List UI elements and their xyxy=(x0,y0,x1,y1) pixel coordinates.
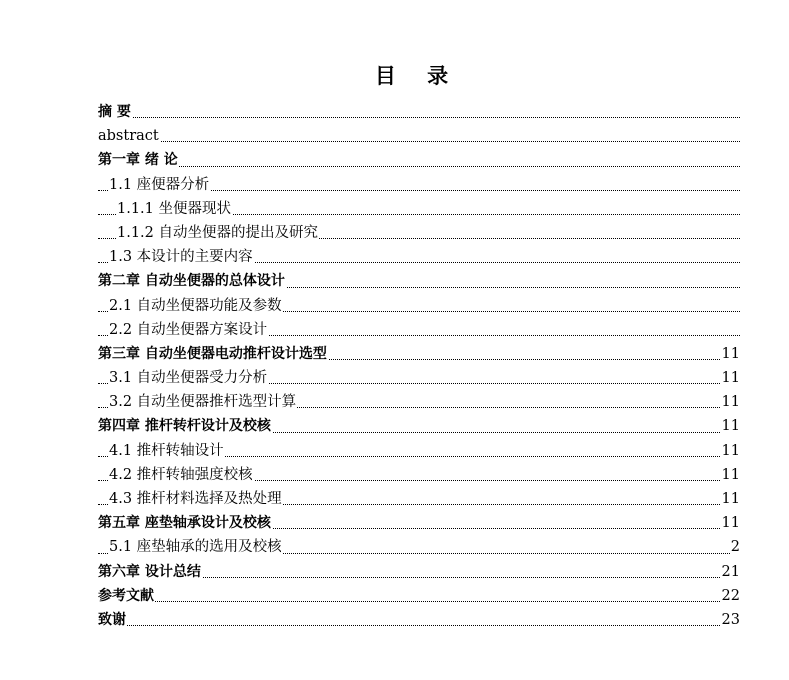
toc-entry-section-1-1[interactable] xyxy=(98,173,740,197)
toc-entry-page: 11 xyxy=(721,342,740,366)
toc-entry-section-4-2[interactable] xyxy=(98,463,740,487)
dot-leader xyxy=(98,141,740,142)
toc-entry-chapter-4[interactable] xyxy=(98,414,740,438)
toc-entry-label: abstract xyxy=(98,128,159,145)
toc-entry-page: 22 xyxy=(721,584,740,608)
toc-entry-section-1-3[interactable] xyxy=(98,245,740,269)
toc-entry-references[interactable] xyxy=(98,584,740,608)
toc-entry-label: 第三章 自动坐便器电动推杆设计选型 xyxy=(98,345,327,362)
toc-entry-label: 3.2 自动坐便器推杆选型计算 xyxy=(109,394,297,411)
toc-entry-chapter-2[interactable] xyxy=(98,269,740,293)
toc-entry-page: 11 xyxy=(721,439,740,463)
toc-entry-section-1-1-1[interactable] xyxy=(98,197,740,221)
toc-entry-label: 4.3 推杆材料选择及热处理 xyxy=(109,491,282,507)
toc-entry-label: 1.1 座便器分析 xyxy=(109,176,210,193)
toc-entry-section-2-2[interactable] xyxy=(98,318,740,342)
toc-entry-abstract-en[interactable] xyxy=(98,124,740,148)
toc-entry-section-1-1-2[interactable] xyxy=(98,221,740,245)
toc-entry-label: 致谢 xyxy=(98,611,126,628)
toc-entry-chapter-3[interactable] xyxy=(98,342,740,366)
toc-entry-chapter-5[interactable] xyxy=(98,511,740,535)
toc-entry-label: 1.3 本设计的主要内容 xyxy=(109,249,253,266)
toc-entry-label: 4.2 推杆转轴强度校核 xyxy=(109,466,253,483)
toc-entry-chapter-1[interactable] xyxy=(98,148,740,172)
toc-entry-section-4-1[interactable] xyxy=(98,439,740,463)
dot-leader xyxy=(98,117,740,118)
toc-entry-label: 摘 要 xyxy=(98,104,131,120)
toc-entry-page: 11 xyxy=(721,366,740,390)
toc-entry-label: 第五章 座垫轴承设计及校核 xyxy=(98,515,271,532)
dot-leader xyxy=(98,601,740,602)
toc-title: 目 录 xyxy=(374,64,461,88)
toc-entry-label: 4.1 推杆转轴设计 xyxy=(109,442,224,459)
toc-entry-abstract-cn[interactable] xyxy=(98,100,740,124)
toc-entry-acknowledgements[interactable] xyxy=(98,608,740,632)
toc-entry-section-5-1[interactable] xyxy=(98,535,740,559)
toc-entry-page: 11 xyxy=(721,463,740,487)
toc-entry-label: 参考文献 xyxy=(98,587,154,604)
toc-entry-section-3-2[interactable] xyxy=(98,390,740,414)
toc-entry-label: 5.1 座垫轴承的选用及校核 xyxy=(109,539,282,556)
toc-entry-label: 2.2 自动坐便器方案设计 xyxy=(109,321,268,338)
toc-entry-chapter-6[interactable] xyxy=(98,560,740,584)
toc-entry-label: 第四章 推杆转杆设计及校核 xyxy=(98,418,271,435)
toc-entry-page: 11 xyxy=(721,487,740,511)
toc-entry-label: 第二章 自动坐便器的总体设计 xyxy=(98,273,285,290)
toc-entry-page: 21 xyxy=(721,560,740,584)
table-of-contents xyxy=(98,100,740,632)
toc-entry-page: 11 xyxy=(721,390,740,414)
toc-entry-label: 第六章 设计总结 xyxy=(98,563,201,580)
toc-entry-label: 3.1 自动坐便器受力分析 xyxy=(109,370,268,387)
toc-entry-section-2-1[interactable] xyxy=(98,294,740,318)
toc-entry-page: 11 xyxy=(721,511,740,535)
toc-entry-page: 23 xyxy=(721,608,740,632)
toc-entry-page: 11 xyxy=(721,414,740,438)
toc-entry-section-4-3[interactable] xyxy=(98,487,740,511)
toc-entry-page: 2 xyxy=(730,535,740,559)
toc-entry-label: 1.1.2 自动坐便器的提出及研究 xyxy=(117,224,319,241)
toc-entry-section-3-1[interactable] xyxy=(98,366,740,390)
toc-entry-label: 1.1.1 坐便器现状 xyxy=(117,200,232,217)
toc-entry-label: 2.1 自动坐便器功能及参数 xyxy=(109,297,282,314)
dot-leader xyxy=(98,625,740,626)
toc-entry-label: 第一章 绪 论 xyxy=(98,152,178,169)
dot-leader xyxy=(98,166,740,167)
